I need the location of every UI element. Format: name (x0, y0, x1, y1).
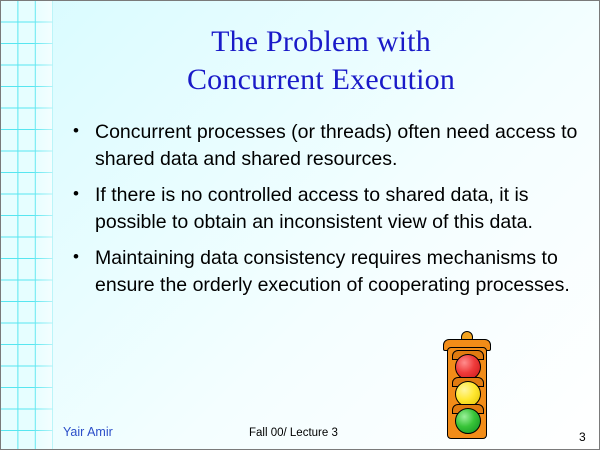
traffic-light-lamp-green (455, 408, 481, 434)
bullet-text: Concurrent processes (or threads) often need access to shared data and shared resources. (95, 121, 578, 170)
list-item (67, 182, 583, 236)
list-item (67, 245, 583, 299)
decorative-grid-fade (1, 1, 53, 450)
bullet-text: If there is no controlled access to shared data, it is possible to obtain an inconsistent view of this data. (95, 183, 533, 233)
bullet-glyph: • (73, 183, 79, 203)
bullet-list (67, 119, 583, 307)
bullet-text: Maintaining data consistency requires mechanisms to ensure the orderly execution of cooperating processes. (95, 246, 570, 296)
footer-author: Yair Amir (63, 425, 113, 439)
list-item (67, 119, 583, 173)
bullet-glyph: • (73, 246, 79, 266)
traffic-light-icon (433, 331, 499, 439)
slide-title-line-1: The Problem with (211, 25, 431, 58)
traffic-light-body (447, 347, 487, 439)
bullet-glyph: • (73, 121, 79, 140)
slide-title-line-2: Concurrent Execution (186, 63, 456, 97)
footer-page-number: 3 (579, 430, 586, 444)
slide-title (61, 23, 581, 100)
footer-course-info: Fall 00/ Lecture 3 (249, 427, 338, 439)
